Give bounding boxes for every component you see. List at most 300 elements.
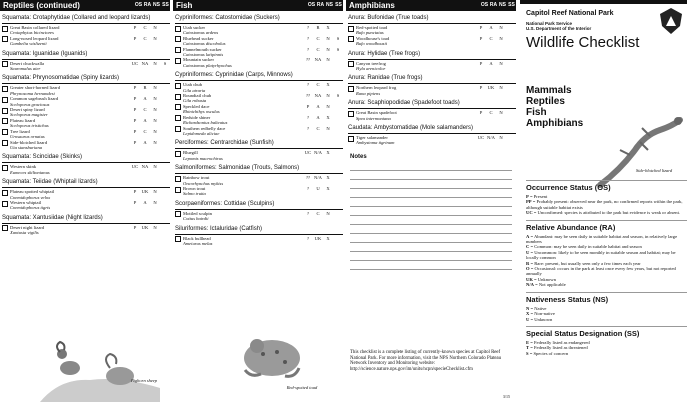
checkbox[interactable] (175, 94, 181, 100)
ns-value: N (499, 25, 503, 30)
os-value: ? (306, 82, 310, 88)
scientific-name: Lepidomeda aliciae (183, 130, 220, 136)
scientific-name: Cottus bairdii (183, 216, 209, 222)
checkbox[interactable] (2, 61, 8, 67)
legend-key: U (526, 316, 530, 322)
family-heading: Squamata: Phrynosomatidae (Spiny lizards) (2, 75, 170, 84)
os-value: P (133, 139, 137, 145)
scientific-name: Gila atraria (183, 87, 206, 93)
legend-heading: Occurrence Status (OS) (526, 180, 687, 192)
checkbox[interactable] (2, 108, 8, 114)
common-name: Southern redbelly dace (183, 125, 226, 131)
col-ss: SS (335, 2, 342, 8)
ns-value: N (499, 110, 503, 116)
ss-value: S (336, 93, 340, 99)
ss-value (160, 36, 170, 47)
os-value: ? (306, 185, 310, 191)
species-row (2, 225, 170, 236)
os-value: UC (477, 135, 485, 141)
checkbox[interactable] (2, 86, 8, 92)
common-name: Western skink (10, 164, 37, 170)
checkbox[interactable] (175, 47, 181, 53)
checkbox[interactable] (175, 58, 181, 64)
ns-value: N (153, 25, 157, 30)
fish-panel (173, 0, 343, 402)
ss-value (160, 140, 170, 151)
ss-value (333, 150, 343, 161)
ra-value: C (143, 35, 147, 41)
common-name: Great Basin collared lizard (10, 25, 60, 30)
group-reptiles: Reptiles (526, 96, 565, 107)
os-value: ? (306, 235, 310, 241)
col-ss: SS (162, 2, 169, 8)
common-name: Bluehead sucker (183, 35, 214, 41)
species-list (346, 15, 516, 146)
family-heading: Cypriniformes: Cyprinidae (Carps, Minnows) (175, 72, 343, 81)
common-name: Brown trout (183, 185, 206, 191)
species-row (348, 25, 516, 36)
family-heading: Siluriformes: Ictaluridae (Catfish) (175, 226, 343, 235)
os-value: P (479, 85, 483, 91)
group-fish: Fish (526, 107, 547, 118)
ns-value: X (326, 185, 330, 191)
panel-title: Fish (176, 1, 193, 10)
ns-value: N (153, 224, 157, 230)
col-os: OS (134, 2, 143, 8)
os-value: P (133, 35, 137, 41)
common-name: Desert chuckwalla (10, 60, 45, 66)
scientific-name: Ambystoma tigrinum (356, 140, 395, 146)
ss-value (333, 82, 343, 93)
ra-value: C (316, 210, 320, 216)
ra-value: N/A (487, 135, 495, 141)
scientific-name: Lepomis macrochirus (183, 155, 223, 161)
os-value: ? (306, 46, 310, 52)
scientific-name: Hyla arenicolor (356, 66, 386, 72)
os-value: ? (306, 210, 310, 216)
page-number: 3/15 (502, 394, 510, 399)
legend-text: = Native (530, 305, 547, 311)
common-name: Roundtail chub (183, 93, 212, 99)
checkbox[interactable] (2, 36, 8, 42)
legend-key: T (526, 345, 530, 351)
checkbox[interactable] (175, 83, 181, 89)
ns-value: X (326, 235, 330, 241)
species-row (175, 25, 343, 36)
os-value: P (133, 85, 137, 91)
os-value: P (133, 117, 137, 123)
checkbox[interactable] (2, 140, 8, 146)
ns-value: N (326, 210, 330, 216)
ns-value: N (326, 93, 330, 99)
legend-key: PP (526, 199, 532, 205)
legend-definition (526, 210, 683, 215)
os-value: P (133, 107, 137, 113)
ra-value: A (316, 103, 320, 109)
ns-value: N (153, 85, 157, 91)
checkbox[interactable] (2, 118, 8, 124)
checkbox[interactable] (348, 136, 354, 142)
col-ra: RA (489, 2, 498, 8)
ra-value: C (316, 82, 320, 88)
legend-key: N (526, 305, 530, 311)
ra-value: C (316, 46, 320, 52)
species-row (175, 115, 343, 126)
os-value: P (133, 96, 137, 102)
notes-heading: Notes (350, 153, 367, 160)
os-value: ? (306, 125, 310, 131)
ra-value: A (143, 96, 147, 102)
species-row (348, 36, 516, 47)
family-heading: Squamata: Scincidae (Skinks) (2, 154, 170, 163)
legend-definition (526, 351, 683, 356)
common-name: Western whiptail (10, 199, 42, 205)
ns-value: N (326, 35, 330, 41)
ns-value: N (153, 128, 157, 134)
ra-value: NA (314, 57, 322, 63)
col-ns: NS (153, 2, 160, 8)
checkbox[interactable] (175, 211, 181, 217)
checkbox[interactable] (175, 26, 181, 32)
legend-text: = Unknown (530, 316, 553, 322)
checkbox[interactable] (175, 187, 181, 193)
scientific-name: Catostomus latipinnis (183, 52, 224, 58)
checkbox[interactable] (2, 129, 8, 135)
species-row (2, 140, 170, 151)
legend-text: = Not applicable (535, 282, 566, 288)
common-name: Black bullhead (183, 235, 211, 241)
ss-value (506, 36, 516, 47)
scientific-name: Eumeces skiltonianus (10, 169, 50, 175)
scientific-name: Catostomus discobolus (183, 41, 226, 47)
ss-value (160, 189, 170, 200)
ns-value: N (153, 139, 157, 145)
checkbox[interactable] (2, 201, 8, 207)
ra-value: R (143, 85, 147, 91)
ss-value (333, 186, 343, 197)
common-name: Common sagebrush lizard (10, 96, 59, 102)
ss-value (506, 135, 516, 146)
legend-text: = Federally listed as threatened (530, 345, 588, 351)
scientific-name: Oncorhynchus mykiss (183, 180, 224, 186)
os-value: ?? (305, 57, 311, 63)
species-row (175, 150, 343, 161)
legend-heading: Special Status Designation (SS) (526, 326, 687, 338)
scientific-name: Sceloporus graciosus (10, 101, 50, 107)
scientific-name: Cnemidophorus velox (10, 194, 51, 200)
common-name: Canyon treefrog (356, 60, 386, 66)
ss-value (506, 110, 516, 121)
species-row (175, 126, 343, 137)
species-row (175, 186, 343, 197)
col-ss: SS (508, 2, 515, 8)
ns-value: N (326, 46, 330, 52)
ns-value: N (326, 125, 330, 131)
legend-definition (526, 317, 683, 322)
common-name: Side-blotched lizard (10, 139, 48, 145)
ss-value: S (163, 60, 167, 66)
legend-key: C (526, 244, 530, 250)
ra-value: A (143, 117, 147, 123)
ss-value (160, 225, 170, 236)
legend-key: R (526, 260, 530, 266)
col-ra: RA (316, 2, 325, 8)
ss-value (160, 107, 170, 118)
ra-value: UK (314, 235, 322, 241)
ss-value (333, 236, 343, 247)
legend-definition (526, 234, 683, 245)
park-name: Capitol Reef National Park (526, 10, 614, 17)
checkbox[interactable] (175, 126, 181, 132)
ra-value: NA (141, 164, 149, 170)
nps-arrowhead-logo (660, 8, 682, 34)
os-value: UC (131, 60, 139, 66)
legend-text: = Occasional: occurs in the park at least once every few years, but not reported annually (526, 266, 676, 277)
scientific-name: Uta stansburiana (10, 144, 43, 150)
checkbox[interactable] (175, 104, 181, 110)
ns-value: N (153, 164, 157, 170)
scientific-name: Sceloporus tristichus (10, 123, 49, 129)
ss-value (506, 85, 516, 96)
os-value: P (133, 224, 137, 230)
species-row (2, 164, 170, 175)
scientific-name: Catostomus ardens (183, 30, 219, 36)
family-heading: Squamata: Xantusiidae (Night lizards) (2, 215, 170, 224)
ra-value: UK (141, 224, 149, 230)
species-list (0, 15, 170, 236)
ss-value (333, 104, 343, 115)
species-row (2, 36, 170, 47)
ns-value: X (326, 25, 330, 30)
legend-text: = Non-native (530, 311, 555, 317)
scientific-name: Bufo punctatus (356, 30, 384, 36)
common-name: Mottled sculpin (183, 210, 212, 216)
legend-definition (526, 266, 683, 277)
ra-value: UK (487, 85, 495, 91)
scientific-name: Ameiurus melas (183, 240, 213, 246)
ns-value: N (153, 189, 157, 195)
ra-value: A (316, 114, 320, 120)
common-name: Plateau lizard (10, 117, 36, 123)
family-heading: Anura: Ranidae (True frogs) (348, 75, 516, 84)
group-amphibians: Amphibians (526, 118, 584, 129)
common-name: Great Basin spadefoot (356, 110, 397, 116)
scientific-name: Cnemidophorus tigris (10, 205, 51, 211)
os-value: ?? (305, 93, 311, 99)
scientific-name: Spea intermontana (356, 115, 391, 121)
scientific-name: Rana pipiens (356, 90, 381, 96)
family-heading: Scorpaeniformes: Cottidae (Sculpins) (175, 201, 343, 210)
legend-text: = Probably present: observed near the park, no confirmed reports within the park, although suitable habitat exists (526, 199, 683, 210)
os-value: P (479, 110, 483, 116)
ss-value (333, 25, 343, 36)
scientific-name: Catostomus platyrhynchus (183, 62, 232, 68)
common-name: Speckled dace (183, 103, 210, 109)
species-row (348, 85, 516, 96)
org-line-1: National Park Service (526, 21, 573, 26)
scientific-name: Gila robusta (183, 98, 207, 104)
common-name: Utah chub (183, 82, 203, 88)
col-ns: NS (499, 2, 506, 8)
legend-text: = Uncommon: likely to be seen monthly in suitable season and habitat; may be locally common (526, 249, 676, 261)
scientific-name: Salmo trutta (183, 191, 206, 197)
os-value: ? (306, 35, 310, 41)
checkbox[interactable] (348, 111, 354, 117)
ra-value: A (143, 199, 147, 205)
panel-header (173, 0, 343, 11)
os-value: P (479, 35, 483, 41)
ns-value: N (326, 103, 330, 109)
species-row (175, 104, 343, 115)
ss-value: S (336, 35, 340, 41)
checkbox[interactable] (348, 26, 354, 32)
ss-value (160, 96, 170, 107)
toad-illustration (237, 326, 307, 382)
species-row (175, 47, 343, 58)
ra-value: R (316, 25, 320, 30)
checkbox[interactable] (348, 86, 354, 92)
ns-value: N (499, 60, 503, 66)
common-name: Long-nosed leopard lizard (10, 35, 59, 41)
ss-value (506, 61, 516, 72)
checkbox[interactable] (175, 115, 181, 121)
common-name: Desert spiny lizard (10, 107, 45, 113)
family-heading: Anura: Hylidae (Tree frogs) (348, 51, 516, 60)
col-os: OS (480, 2, 489, 8)
checkbox[interactable] (2, 97, 8, 103)
ra-value: U (316, 185, 320, 191)
legend-heading: Relative Abundance (RA) (526, 220, 687, 232)
os-value: P (133, 189, 137, 195)
ns-value: X (326, 150, 330, 156)
legend-text: = Common: may be seen daily in suitable habitat and season (530, 244, 642, 250)
checkbox[interactable] (2, 225, 8, 231)
species-row (2, 107, 170, 118)
os-value: ?? (305, 175, 311, 181)
ns-value: N (153, 60, 157, 66)
scientific-name: Sauromalus ater (10, 66, 41, 72)
species-list (173, 15, 343, 246)
panel-title: Reptiles (continued) (3, 1, 80, 10)
os-value: UC (131, 164, 139, 170)
ra-value: C (143, 107, 147, 113)
checkbox[interactable] (175, 151, 181, 157)
col-ra: RA (143, 2, 152, 8)
species-row (2, 129, 170, 140)
ss-value (333, 211, 343, 222)
group-mammals: Mammals (526, 85, 572, 96)
checkbox[interactable] (175, 176, 181, 182)
checkbox[interactable] (2, 26, 8, 32)
ss-value (333, 115, 343, 126)
legend-definition (526, 250, 683, 261)
legend-key: E (526, 339, 530, 345)
legend-text: = Abundant: may be seen daily in suitable habitat and season, in relatively large numbers (526, 233, 678, 245)
ns-value: N (153, 107, 157, 113)
scientific-name: Phrynosoma hernandesi (10, 90, 55, 96)
scientific-name: Urosaurus ornatus (10, 134, 45, 140)
ss-value (333, 175, 343, 186)
legend-key: A (526, 233, 530, 239)
legend-key: P (526, 194, 529, 199)
ns-value: N (153, 199, 157, 205)
ns-value: N (153, 96, 157, 102)
common-name: Tree lizard (10, 128, 30, 134)
scientific-name: Bufo woodhousii (356, 41, 388, 47)
common-name: Plateau spotted whiptail (10, 189, 55, 195)
checkbox[interactable] (348, 36, 354, 42)
legend-key: X (526, 311, 530, 317)
common-name: Red-spotted toad (356, 25, 388, 30)
notes-area[interactable] (346, 162, 516, 270)
scientific-name: Xantusia vigilis (10, 230, 39, 236)
page-title: Wildlife Checklist (526, 34, 640, 51)
common-name: Mountain sucker (183, 57, 215, 63)
legend-text: = Unconfirmed: species is attributed to the park but evidence is weak or absent. (533, 210, 681, 216)
legend-text: = Unknown (534, 276, 556, 282)
amphibians-panel (346, 0, 516, 402)
cover-panel (520, 0, 687, 402)
col-os: OS (307, 2, 316, 8)
legend-text: = Species of concern (529, 350, 569, 356)
species-row (2, 200, 170, 211)
common-name: Woodhouse's toad (356, 35, 390, 41)
checkbox[interactable] (348, 61, 354, 67)
legend-key: U (526, 249, 530, 255)
family-heading: Anura: Scaphiopodidae (Spadefoot toads) (348, 100, 516, 109)
common-name: Redside shiner (183, 114, 211, 120)
checkbox[interactable] (175, 236, 181, 242)
os-value: UC (304, 150, 312, 156)
ss-value (160, 200, 170, 211)
ra-value: NA (141, 60, 149, 66)
legend-text: = Federally listed as endangered (530, 339, 590, 345)
family-heading: Cypriniformes: Catostomidae (Suckers) (175, 15, 343, 24)
ra-value: C (489, 110, 493, 116)
legend-key: N/A (526, 282, 534, 288)
lizard-caption: Side-blotched lizard (635, 168, 673, 173)
common-name: Flannelmouth sucker (183, 46, 222, 52)
checkbox[interactable] (175, 36, 181, 42)
scientific-name: Sceloporus magister (10, 112, 48, 118)
species-row (175, 175, 343, 186)
ns-value: N (326, 57, 330, 63)
species-row (175, 82, 343, 93)
ss-value (160, 118, 170, 129)
family-heading: Perciformes: Centrarchidae (Sunfish) (175, 140, 343, 149)
checkbox[interactable] (2, 165, 8, 171)
ss-value (333, 57, 343, 68)
legend-key: S (526, 350, 529, 356)
ss-value (506, 25, 516, 36)
ss-value (160, 25, 170, 36)
scientific-name: Richardsonius balteatus (183, 120, 228, 126)
family-heading: Caudata: Ambystomatidae (Mole salamanders) (348, 125, 516, 134)
scientific-name: Gambelia wislizenii (10, 41, 47, 47)
common-name: Bluegill (183, 150, 198, 156)
ra-value: C (143, 128, 147, 134)
panel-header (346, 0, 516, 11)
os-value: ? (306, 114, 310, 120)
common-name: Rainbow trout (183, 175, 210, 181)
ss-value (160, 129, 170, 140)
ra-value: N/A (314, 150, 322, 156)
common-name: Greater short-horned lizard (10, 85, 60, 91)
legend-key: UC (526, 210, 533, 216)
ss-value (333, 126, 343, 137)
checkbox[interactable] (2, 190, 8, 196)
ra-value: N/A (314, 175, 322, 181)
